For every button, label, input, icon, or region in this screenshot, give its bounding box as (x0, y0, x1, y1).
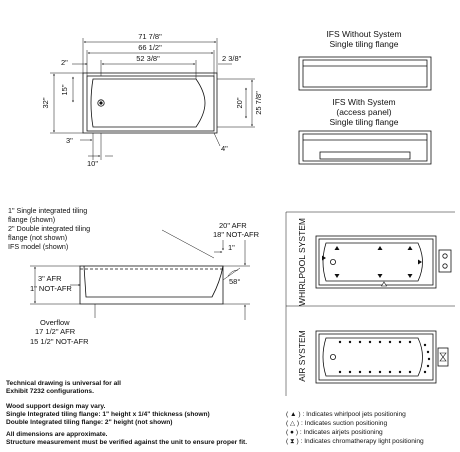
note-double-flange: Double Integrated tiling flange: 2" height (not shown) (6, 419, 173, 426)
ifs-without-title: IFS Without System (326, 29, 402, 39)
whirlpool-suction (382, 282, 387, 286)
air-tub-drawing (316, 331, 448, 383)
note-single-flange: Single Integrated tiling flange: 1" height x 1/4" thickness (shown) (6, 411, 210, 418)
air-jets (339, 341, 430, 373)
ifs-without-subtitle: Single tiling flange (329, 39, 399, 49)
flange-note (8, 206, 90, 251)
legend-text: : Indicates whirlpool jets positioning (302, 411, 406, 418)
legend-item-airjets (286, 428, 424, 437)
dim-right-offset: 2 3/8" (222, 54, 242, 63)
not-afr-18-label: 18" NOT-AFR (213, 230, 260, 239)
dim-bottom-4: 4" (221, 144, 228, 153)
dot-icon: ( ● ) (286, 429, 299, 436)
systems-panel (286, 212, 455, 396)
ifs-with-line2: (access panel) (336, 107, 392, 117)
angle-label: 58° (229, 277, 241, 286)
note-verify: Structure measurement must be verified against the unit to ensure proper fit. (6, 439, 248, 446)
top-view-drawing (83, 73, 217, 133)
technical-notes-block-2 (6, 403, 210, 427)
note-exhibit: Exhibit 7232 configurations. (6, 388, 94, 395)
ifs-with-title: IFS With System (332, 97, 396, 107)
note-approximate: All dimensions are approximate. (6, 431, 108, 438)
dim-drain-15: 15" (60, 84, 69, 96)
legend-text: : Indicates suction positioning (300, 420, 388, 427)
side-view-drawing (80, 266, 223, 304)
dim-inner-20: 20" (235, 97, 244, 109)
symbol-legend (286, 410, 424, 446)
ifs-with-system-drawing (299, 131, 431, 164)
top-view-labels (41, 32, 263, 168)
afr-20-label: 20" AFR (219, 221, 247, 230)
afr-3-label: 3" AFR (38, 274, 62, 283)
ifs-without-system-drawing (299, 57, 431, 90)
flange-note-line-4: flange (not shown) (8, 233, 68, 242)
air-system-label: AIR SYSTEM (297, 330, 307, 382)
note-wood-support: Wood support design may vary. (6, 403, 106, 410)
dim-basin-length: 52 3/8" (136, 54, 160, 63)
dim-inner-length: 66 1/2" (138, 43, 162, 52)
flange-note-line-1: 1" Single integrated tiling (8, 206, 88, 215)
whirlpool-tub-drawing (316, 236, 451, 288)
note-universal: Technical drawing is universal for all (6, 380, 121, 387)
technical-notes-block-1 (6, 380, 121, 396)
legend-item-suction (286, 419, 424, 428)
legend-text: : Indicates airjets positioning (299, 429, 383, 436)
whirlpool-system-label: WHIRLPOOL SYSTEM (297, 217, 307, 307)
dim-bottom-3: 3" (66, 136, 73, 145)
technical-notes-block-3 (6, 431, 247, 447)
overflow-not-afr-label: 15 1/2" NOT-AFR (30, 337, 89, 346)
dim-bottom-10: 10" (87, 159, 99, 168)
dim-left-offset: 2" (61, 58, 68, 67)
one-inch-label: 1" (228, 243, 235, 252)
triangle-filled-icon: ( ▲ ) (286, 411, 301, 418)
flange-note-line-5: IFS model (shown) (8, 242, 69, 251)
dim-inner-25: 25 7/8" (254, 91, 263, 115)
not-afr-1-label: 1" NOT-AFR (30, 284, 72, 293)
legend-item-chromatherapy (286, 437, 424, 446)
dim-overall-length: 71 7/8" (138, 32, 162, 41)
legend-text: : Indicates chromatherapy light positioning (300, 438, 424, 445)
flange-note-line-2: flange (shown) (8, 215, 56, 224)
overflow-label: Overflow (40, 318, 70, 327)
overflow-afr-label: 17 1/2" AFR (35, 327, 76, 336)
dim-depth-32: 32" (41, 97, 50, 109)
hourglass-icon: ( ⧗ ) (286, 438, 299, 445)
ifs-labels (326, 29, 401, 127)
legend-item-whirlpool-jets (286, 410, 424, 419)
flange-note-line-3: 2" Double integrated tiling (8, 224, 91, 233)
chromatherapy-light (440, 353, 446, 361)
whirlpool-jets (322, 246, 422, 278)
triangle-outline-icon: ( △ ) (286, 420, 300, 427)
ifs-with-subtitle: Single tiling flange (329, 117, 399, 127)
